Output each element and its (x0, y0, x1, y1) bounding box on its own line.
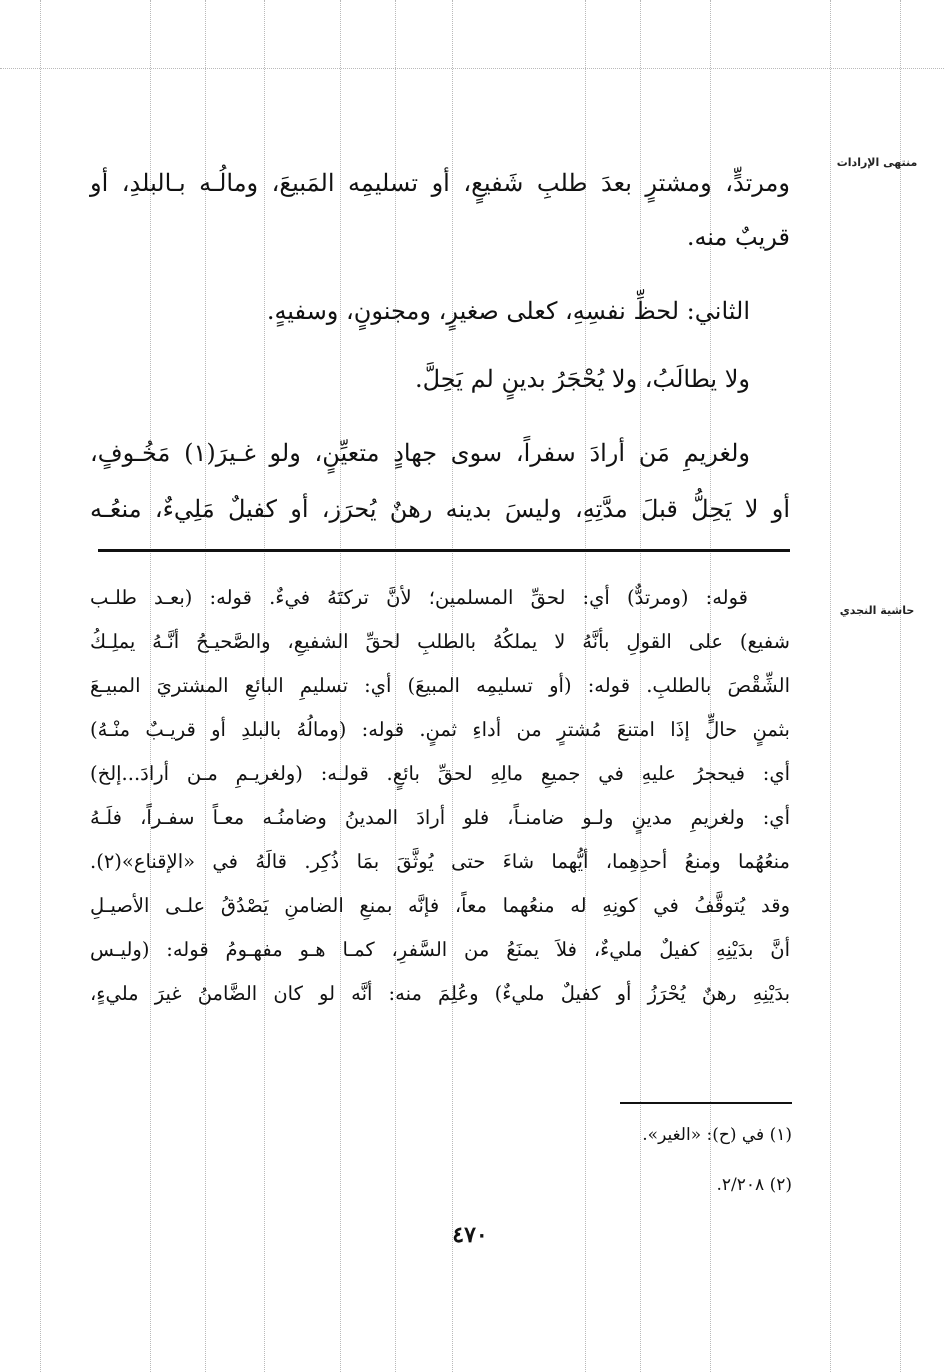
commentary-line: أي: فيحجرُ عليهِ في جميعِ مالِهِ لحقِّ بائعٍ. قولـه: (ولغريـمِ مـن أرادَ...إلخ) (90, 762, 790, 785)
commentary-line: أي: ولغريمِ مدينٍ ولـو ضامنـاً، فلو أرادَ المدينُ وضامنُـه معـاً سفـراً، فلَـهُ (90, 806, 790, 829)
commentary-line: بثمنٍ حالٍّ إذَا امتنعَ مُشترٍ من أداءِ ثمنٍ. قوله: (ومالُهُ بالبلدِ أو قريـبٌ منْـهُ) (90, 718, 790, 741)
main-line: ولغريمِ مَن أرادَ سفراً، سوى جهادٍ متعيِّنٍ، ولو غـيرَ(١) مَخُـوفٍ، (90, 439, 750, 467)
footnote-1: (١) في (ح): «الغير». (642, 1125, 792, 1145)
commentary-line: وقد يُتوقَّفُ في كونِهِ له منعُهما معاً، فإنَّه بمنعِ الضامنِ يَصْدُقُ علـى الأصيـلِ (90, 894, 790, 917)
footnote-divider (620, 1102, 792, 1104)
scan-guide (830, 0, 831, 1372)
main-line: ومرتدٍّ، ومشترٍ بعدَ طلبِ شَفيعٍ، أو تسليمِه المَبيعَ، ومالُـه بـالبلدِ، أو (90, 169, 790, 197)
scan-guide (40, 0, 41, 1372)
scan-guide (900, 0, 901, 1372)
main-line: قريبٌ منه. (686, 223, 790, 251)
page-number: ٤٧٠ (452, 1222, 488, 1248)
commentary-line: قوله: (ومرتدٌّ) أي: لحقِّ المسلمين؛ لأنَّ تركتَهُ فيءٌ. قوله: (بعـد طلـب (90, 586, 748, 609)
commentary-line: منعُهُما ومنعُ أحدِهِما، أيُّهما شاءَ حتى يُوثَّقَ بمَا ذُكِر. قالَهُ في «الإقناع»(٢). (90, 850, 790, 873)
side-label-hashiya: حاشية النجدي (839, 604, 915, 617)
main-line: الثاني: لحظِّ نفسِهِ، كعلى صغيرٍ، ومجنونٍ، وسفيهٍ. (266, 297, 750, 325)
commentary-line: أنَّ بدَيْنِهِ كفيلٌ مليءٌ، فلاَ يمنَعُ من السَّفرِ، كمـا هـو مفهـومُ قوله: (وليـس (90, 938, 790, 961)
commentary-line: شفيع) على القولِ بأنَّهُ لا يملكُهُ بالطلبِ لحقِّ الشفيعِ، والصَّحيـحُ أنَّـهُ يملِـكُ (90, 630, 790, 653)
main-line: أو لا يَحِلُّ قبلَ مدَّتِهِ، وليسَ بدينه رهنٌ يُحرَز، أو كفيلٌ مَلِيءٌ، منعُـه (90, 495, 790, 523)
commentary-text (90, 0, 790, 1090)
side-label-main: منتهى الإرادات (836, 156, 918, 169)
commentary-line: الشِّقْصَ بالطلبِ. قوله: (أو تسليمِه المبيعَ) أي: تسليمِ البائعِ المشتريَ المبيـعَ (90, 674, 790, 697)
footnote-2: (٢) ٢/٢٠٨. (716, 1175, 792, 1195)
main-line: ولا يطالَبُ، ولا يُحْجَرُ بدينٍ لم يَحِلَّ. (414, 365, 750, 393)
commentary-line: بدَيْنِهِ رهنٌ يُحْرَزُ أو كفيلٌ مليءٌ) وعُلِمَ منه: أنَّه لو كان الضَّامنُ غيرَ مليءٍ، (90, 982, 790, 1005)
